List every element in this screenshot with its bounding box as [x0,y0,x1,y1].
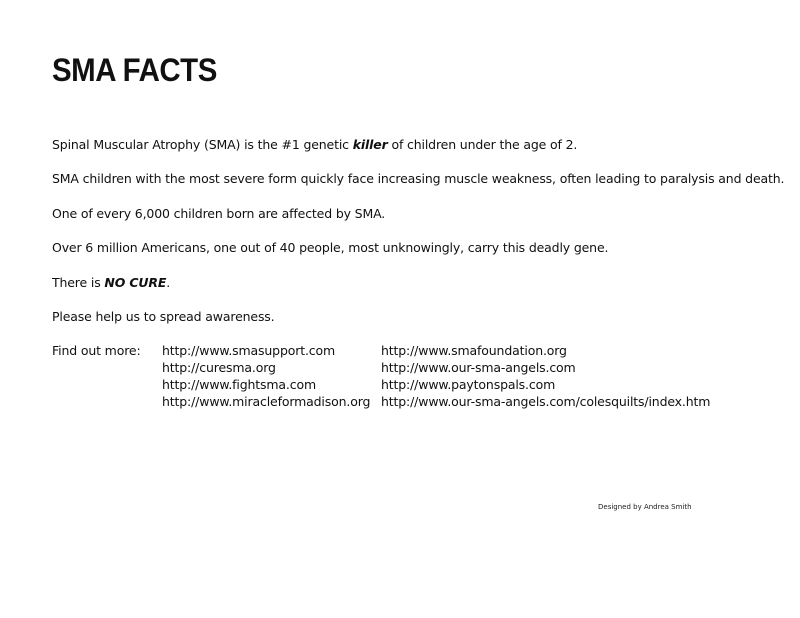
emphasis-killer: killer [352,137,388,152]
link-curesma[interactable]: http://curesma.org [162,360,276,375]
page-title: SMA FACTS [52,52,217,88]
find-out-more-label: Find out more: [52,343,141,358]
fact-paragraph-incidence: One of every 6,000 children born are affected by SMA. [52,206,386,221]
link-fightsma[interactable]: http://www.fightsma.com [162,377,316,392]
fact-paragraph-awareness: Please help us to spread awareness. [52,309,275,324]
link-paytonspals[interactable]: http://www.paytonspals.com [381,377,556,392]
emphasis-no-cure: NO CURE [104,275,167,290]
links-column-left [162,342,370,410]
links-column-right [381,342,710,410]
fact-paragraph-carriers: Over 6 million Americans, one out of 40 people, most unknowingly, carry this deadly gene. [52,240,609,255]
link-colesquilts[interactable]: http://www.our-sma-angels.com/colesquilts/index.htm [381,394,711,409]
link-miracleformadison[interactable]: http://www.miracleformadison.org [162,394,371,409]
link-smasupport[interactable]: http://www.smasupport.com [162,343,336,358]
fact-text: of children under the age of 2. [387,137,578,152]
fact-paragraph-severe-form: SMA children with the most severe form quickly face increasing muscle weakness, often leading to paralysis and death. [52,171,785,186]
fact-paragraph-no-cure [52,274,170,292]
link-our-sma-angels[interactable]: http://www.our-sma-angels.com [381,360,576,375]
fact-text: Spinal Muscular Atrophy (SMA) is the #1 genetic [52,137,353,152]
fact-paragraph-genetic-killer [52,136,577,154]
link-smafoundation[interactable]: http://www.smafoundation.org [381,343,567,358]
fact-text: . [166,275,171,290]
fact-text: There is [52,275,105,290]
designer-credit: Designed by Andrea Smith [598,503,692,511]
